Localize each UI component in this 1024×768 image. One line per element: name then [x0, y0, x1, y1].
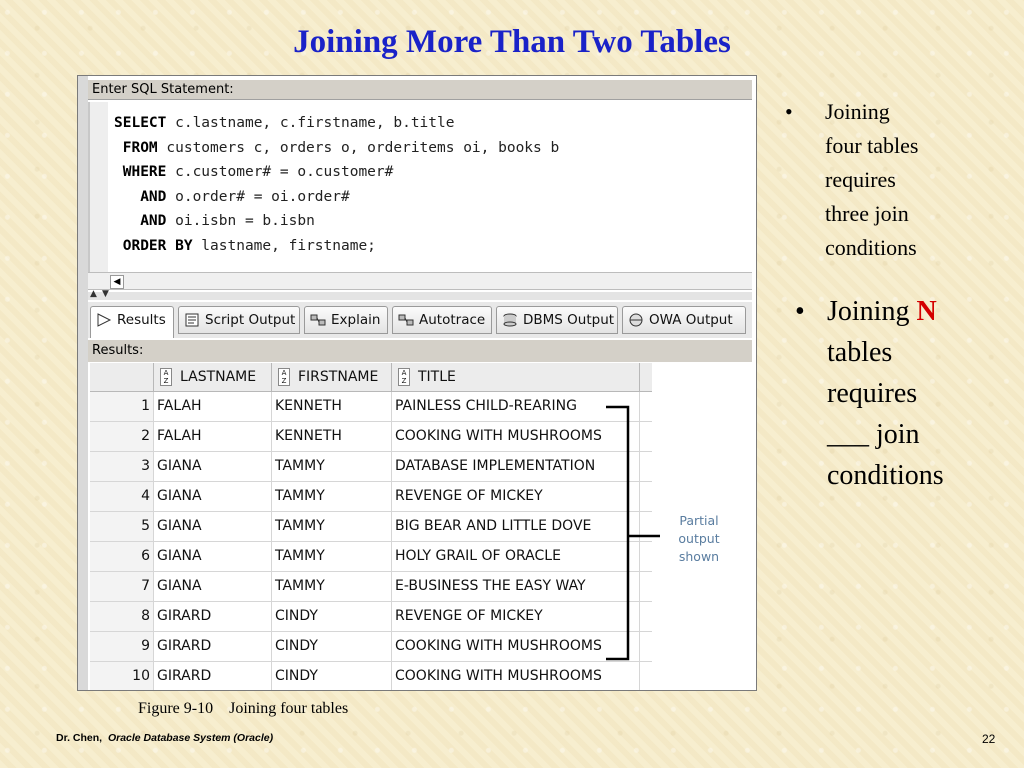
sql-line [114, 139, 559, 157]
row-number: 3 [90, 452, 154, 481]
sql-keyword: AND [114, 213, 167, 230]
bullet-line: tables [827, 337, 893, 368]
sql-keyword: ORDER BY [114, 238, 193, 254]
editor-gutter [90, 102, 108, 272]
slide-title: Joining More Than Two Tables [293, 24, 731, 60]
tab-label: DBMS Output [523, 312, 615, 328]
table-cell: GIANA [154, 572, 272, 601]
table-cell: DATABASE IMPLEMENTATION [392, 452, 640, 481]
table-cell: TAMMY [272, 512, 392, 541]
table-cell: REVENGE OF MICKEY [392, 482, 640, 511]
table-cell: GIRARD [154, 632, 272, 661]
table-cell: GIRARD [154, 602, 272, 631]
course-name: Oracle Database System (Oracle) [107, 732, 274, 744]
row-number: 2 [90, 422, 154, 451]
table-cell: KENNETH [272, 392, 392, 421]
table-cell: FALAH [154, 392, 272, 421]
sql-keyword: AND [114, 188, 167, 205]
tab-label: Results [117, 312, 166, 328]
page-number: 22 [982, 732, 996, 746]
bullet-line: requires [827, 378, 918, 409]
table-cell: GIANA [154, 482, 272, 511]
column-header-lastname[interactable] [154, 363, 272, 391]
results-label: Results: [88, 340, 752, 362]
bullet-line: three join [825, 201, 909, 226]
sql-text: c.lastname, c.firstname, b.title [166, 115, 455, 131]
sql-editor[interactable] [88, 102, 752, 272]
partial-output-note [669, 512, 729, 566]
sql-text: customers c, orders o, orderitems oi, books b [157, 139, 560, 156]
tab-explain[interactable] [304, 306, 388, 334]
table-cell: CINDY [272, 602, 392, 631]
bullet-line: Joining [825, 99, 890, 124]
sql-line [114, 212, 315, 230]
sort-icon[interactable]: A Z [160, 368, 172, 386]
table-row[interactable] [90, 452, 652, 482]
table-cell: GIRARD [154, 662, 272, 691]
row-number: 8 [90, 602, 154, 631]
tab-results[interactable] [90, 306, 174, 338]
row-number: 9 [90, 632, 154, 661]
table-cell: COOKING WITH MUSHROOMS [392, 662, 640, 691]
table-cell: FALAH [154, 422, 272, 451]
sql-line [114, 237, 376, 255]
table-row[interactable] [90, 482, 652, 512]
table-cell: COOKING WITH MUSHROOMS [392, 422, 640, 451]
scroll-left-icon[interactable]: ◀ [110, 275, 124, 289]
sql-text: o.order# = oi.order# [166, 188, 350, 205]
column-header-title[interactable] [392, 363, 640, 391]
figure-caption: Figure 9-10 Joining four tables [138, 700, 349, 717]
sql-text: c.customer# = o.customer# [166, 164, 394, 181]
row-number: 1 [90, 392, 154, 421]
tab-label: Autotrace [419, 312, 486, 328]
output-tabs [88, 302, 752, 338]
sort-icon[interactable]: A Z [398, 368, 410, 386]
autotrace-icon [398, 313, 414, 327]
table-cell: GIANA [154, 512, 272, 541]
sql-keyword: FROM [114, 139, 158, 156]
pane-splitter[interactable] [88, 289, 752, 300]
table-row[interactable] [90, 422, 652, 452]
sort-icon[interactable]: A Z [278, 368, 290, 386]
table-row[interactable] [90, 632, 652, 662]
tab-autotrace[interactable] [392, 306, 492, 334]
table-cell: CINDY [272, 632, 392, 661]
collapse-down-icon[interactable]: ▼ [102, 289, 109, 299]
table-cell: BIG BEAR AND LITTLE DOVE [392, 512, 640, 541]
bullet-line [827, 291, 1024, 332]
sql-text: lastname, firstname; [192, 238, 376, 254]
sql-statement-label: Enter SQL Statement: [88, 80, 752, 100]
sql-keyword: WHERE [114, 164, 167, 181]
bullet-line: conditions [825, 235, 917, 260]
tab-dbms-output[interactable] [496, 306, 618, 334]
table-cell: HOLY GRAIL OF ORACLE [392, 542, 640, 571]
bullet-line: requires [825, 167, 896, 192]
sql-developer-screenshot [77, 75, 757, 691]
bullet-line: four tables [825, 133, 919, 158]
explain-icon [310, 313, 326, 327]
header-label: FIRSTNAME [298, 369, 379, 385]
left-strip [78, 76, 88, 690]
table-row[interactable] [90, 572, 652, 602]
grid-header [90, 363, 652, 392]
tab-script-output[interactable] [178, 306, 300, 334]
table-cell: GIANA [154, 452, 272, 481]
dbms-icon [502, 313, 518, 327]
row-number-header [90, 363, 154, 391]
script-icon [184, 313, 200, 327]
table-row[interactable] [90, 392, 652, 422]
highlight-n: N [916, 296, 937, 327]
note-line: shown [678, 549, 720, 564]
row-number: 10 [90, 662, 154, 691]
table-row[interactable] [90, 602, 652, 632]
tab-label: OWA Output [649, 312, 733, 328]
table-cell: REVENGE OF MICKEY [392, 602, 640, 631]
collapse-up-icon[interactable]: ▲ [90, 289, 97, 299]
note-line: Partial [679, 513, 719, 528]
horizontal-scrollbar[interactable] [88, 272, 752, 290]
note-line: output [678, 531, 720, 546]
tab-owa-output[interactable] [622, 306, 746, 334]
footer-author [56, 732, 273, 744]
table-cell: GIANA [154, 542, 272, 571]
bullet-text: Joining [827, 296, 910, 327]
run-icon [96, 313, 112, 327]
table-cell: COOKING WITH MUSHROOMS [392, 632, 640, 661]
column-header-firstname[interactable] [272, 363, 392, 391]
row-number: 6 [90, 542, 154, 571]
results-grid [90, 363, 652, 691]
row-number: 4 [90, 482, 154, 511]
table-cell: TAMMY [272, 452, 392, 481]
bullet-dot: • [785, 99, 793, 124]
partial-output-bracket [598, 398, 668, 668]
table-cell: TAMMY [272, 542, 392, 571]
tab-label: Explain [331, 312, 381, 328]
bullet-line: conditions [827, 460, 944, 491]
bullet-line: ___ join [827, 419, 920, 450]
table-row[interactable] [90, 542, 652, 572]
sql-text: oi.isbn = b.isbn [166, 213, 315, 230]
sql-line [114, 114, 454, 132]
table-row[interactable] [90, 512, 652, 542]
tab-label: Script Output [205, 312, 296, 328]
row-number: 7 [90, 572, 154, 601]
table-cell: TAMMY [272, 572, 392, 601]
table-cell: KENNETH [272, 422, 392, 451]
header-label: LASTNAME [180, 369, 257, 385]
table-cell: TAMMY [272, 482, 392, 511]
bullet-dot: • [795, 296, 805, 327]
table-cell: PAINLESS CHILD-REARING [392, 392, 640, 421]
author-name: Dr. Chen, [56, 732, 103, 744]
globe-icon [628, 313, 644, 327]
sql-keyword: SELECT [114, 115, 167, 131]
sql-line [114, 163, 393, 181]
header-label: TITLE [418, 369, 456, 385]
table-cell: CINDY [272, 662, 392, 691]
table-cell: E-BUSINESS THE EASY WAY [392, 572, 640, 601]
table-row[interactable] [90, 662, 652, 691]
sql-line [114, 188, 350, 206]
row-number: 5 [90, 512, 154, 541]
